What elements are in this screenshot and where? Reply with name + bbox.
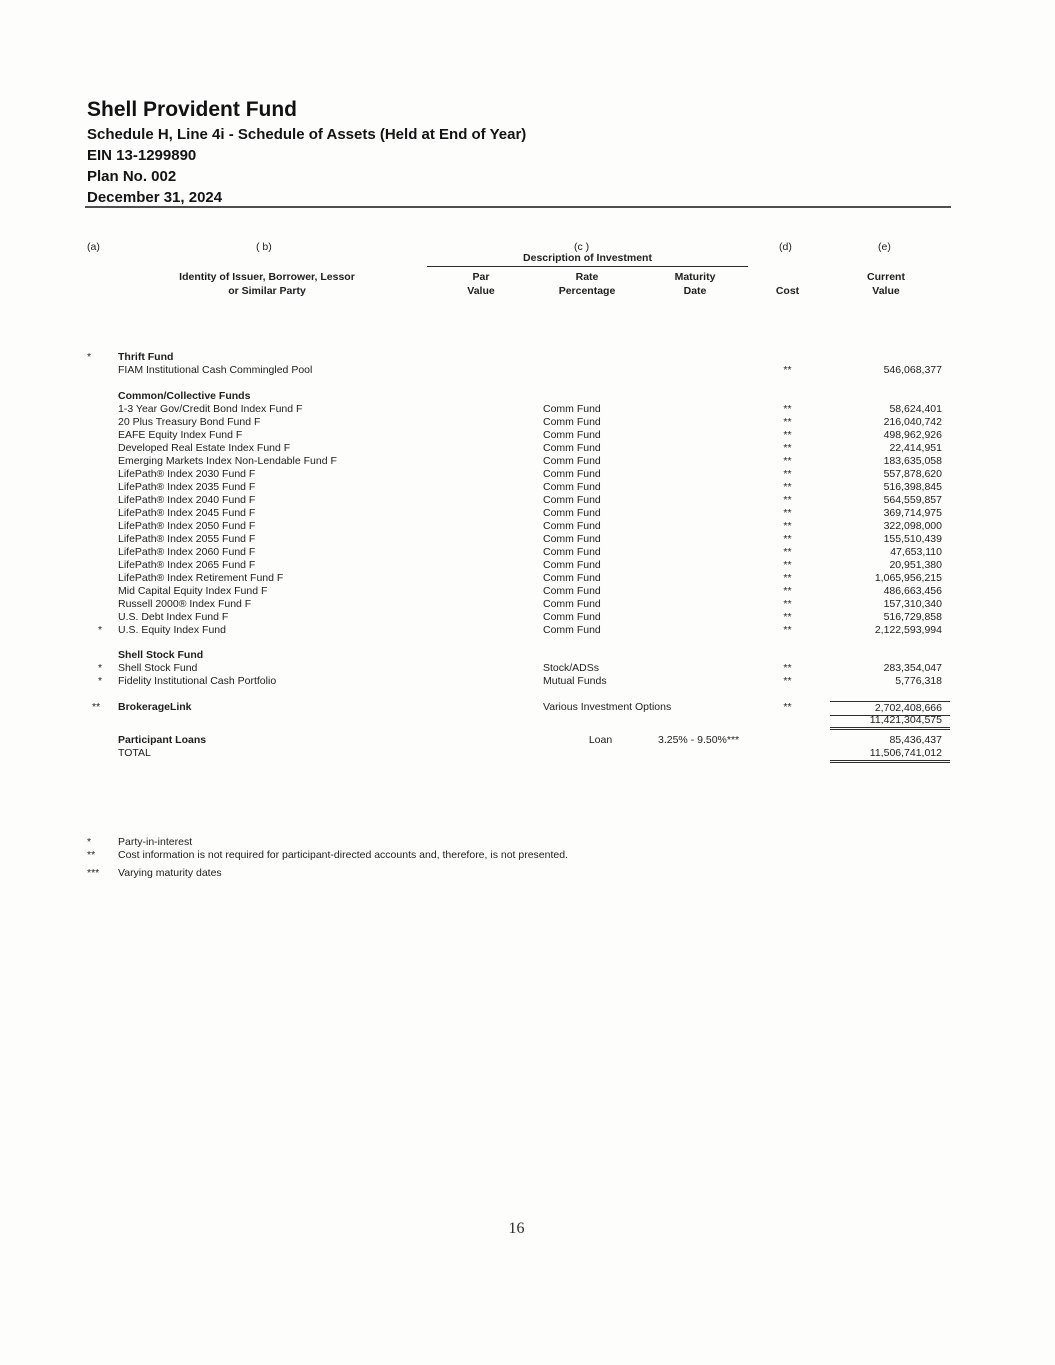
- issuer-name: Russell 2000® Index Fund F: [118, 598, 252, 610]
- section-header-row: [85, 649, 950, 662]
- col-header-rate: Rate: [575, 271, 599, 283]
- current-value: [830, 390, 950, 403]
- row-marker: [85, 747, 118, 763]
- issuer-name: Fidelity Institutional Cash Portfolio: [118, 675, 277, 687]
- row-marker: [85, 649, 118, 662]
- investment-description: Comm Fund: [543, 520, 601, 532]
- investment-description: Comm Fund: [543, 546, 601, 558]
- investment-description: Comm Fund: [543, 403, 601, 415]
- investment-description: [543, 390, 658, 403]
- maturity-date-value: [658, 714, 745, 730]
- document-header: [87, 96, 526, 208]
- cost-value: [745, 390, 830, 403]
- current-value: 157,310,340: [883, 598, 942, 610]
- current-value: 322,098,000: [883, 520, 942, 532]
- issuer-name: 20 Plus Treasury Bond Fund F: [118, 416, 261, 428]
- table-row: [85, 734, 950, 747]
- col-header-identity-line2: or Similar Party: [228, 285, 306, 297]
- footnote-marker: **: [87, 849, 96, 861]
- issuer-name: TOTAL: [118, 747, 151, 759]
- table-row: [85, 714, 950, 727]
- investment-description: Comm Fund: [543, 572, 601, 584]
- cost-value: [745, 747, 830, 763]
- row-marker: [85, 559, 118, 572]
- maturity-date-value: [658, 403, 745, 416]
- row-marker: *: [98, 675, 103, 687]
- row-marker: [85, 734, 118, 747]
- current-value: 516,729,858: [883, 611, 942, 623]
- table-row: [85, 468, 950, 481]
- maturity-date-value: [658, 649, 745, 662]
- current-value: 1,065,956,215: [874, 572, 942, 584]
- row-marker: [85, 520, 118, 533]
- footnote-text: Cost information is not required for participant-directed accounts and, therefore, is not presented.: [118, 849, 568, 861]
- issuer-name: Emerging Markets Index Non-Lendable Fund F: [118, 455, 337, 467]
- table-row: [85, 520, 950, 533]
- table-row: [85, 585, 950, 598]
- cost-value: [745, 714, 830, 730]
- date-line: December 31, 2024: [87, 189, 223, 206]
- group-header-description-of-investment: Description of Investment: [523, 252, 652, 264]
- investment-description: Comm Fund: [543, 624, 601, 636]
- issuer-name: Shell Stock Fund: [118, 662, 198, 674]
- col-letter-b: ( b): [256, 241, 272, 253]
- row-marker: [85, 442, 118, 455]
- current-value: 2,122,593,994: [874, 624, 942, 636]
- table-row: [85, 572, 950, 585]
- cost-value: **: [783, 559, 792, 571]
- col-letter-c: (c ): [574, 241, 590, 253]
- footnotes: [85, 836, 805, 880]
- cost-value: **: [783, 520, 792, 532]
- row-marker: [85, 546, 118, 559]
- issuer-name: FIAM Institutional Cash Commingled Pool: [118, 364, 313, 376]
- current-value: 557,878,620: [883, 468, 942, 480]
- page-number: 16: [508, 1220, 525, 1237]
- maturity-date-value: [658, 364, 745, 377]
- maturity-date-value: [658, 442, 745, 455]
- table-row: [85, 403, 950, 416]
- footnote-varying-maturity: [85, 867, 805, 880]
- cost-value: **: [783, 416, 792, 428]
- row-marker: [85, 468, 118, 481]
- current-value: 11,506,741,012: [830, 747, 950, 763]
- issuer-name: LifePath® Index 2065 Fund F: [118, 559, 256, 571]
- maturity-date-value: [658, 533, 745, 546]
- cost-value: **: [783, 675, 792, 687]
- cost-value: **: [783, 364, 792, 376]
- current-value: 11,421,304,575: [830, 714, 950, 730]
- investment-description: [543, 364, 658, 377]
- cost-value: [745, 649, 830, 662]
- investment-description: Comm Fund: [543, 481, 601, 493]
- maturity-date-value: [658, 416, 745, 429]
- issuer-name: EAFE Equity Index Fund F: [118, 429, 243, 441]
- table-row: [85, 442, 950, 455]
- issuer-name: LifePath® Index 2055 Fund F: [118, 533, 256, 545]
- cost-value: **: [783, 572, 792, 584]
- issuer-name: U.S. Equity Index Fund: [118, 624, 226, 636]
- table-row: [85, 701, 950, 714]
- col-header-current: Current: [867, 271, 905, 283]
- maturity-date-value: [658, 351, 745, 364]
- investment-description: [543, 351, 658, 364]
- maturity-date-value: [658, 598, 745, 611]
- page-title: Shell Provident Fund: [87, 98, 298, 121]
- maturity-date-value: [658, 624, 745, 637]
- investment-description: Various Investment Options: [543, 701, 672, 713]
- maturity-date-value: [658, 481, 745, 494]
- col-header-maturity-date: Date: [683, 285, 707, 297]
- investment-description: Comm Fund: [543, 559, 601, 571]
- current-value: 546,068,377: [883, 364, 942, 376]
- issuer-name: 1-3 Year Gov/Credit Bond Index Fund F: [118, 403, 303, 415]
- current-value: 486,663,456: [883, 585, 942, 597]
- col-header-identity-line1: Identity of Issuer, Borrower, Lessor: [179, 271, 355, 283]
- current-value: 47,653,110: [890, 546, 942, 558]
- investment-description: [543, 747, 658, 763]
- table-row: [85, 546, 950, 559]
- issuer-name: LifePath® Index 2040 Fund F: [118, 494, 256, 506]
- table-row: [85, 611, 950, 624]
- table-row: [85, 494, 950, 507]
- investment-description: Comm Fund: [543, 429, 601, 441]
- cost-value: [745, 351, 830, 364]
- row-marker: [85, 572, 118, 585]
- maturity-date-value: [658, 559, 745, 572]
- cost-value: **: [783, 598, 792, 610]
- footnote-party-in-interest: [85, 836, 805, 849]
- issuer-name: Developed Real Estate Index Fund F: [118, 442, 291, 454]
- investment-description: Comm Fund: [543, 494, 601, 506]
- current-value: 22,414,951: [889, 442, 942, 454]
- investment-description: Comm Fund: [543, 455, 601, 467]
- cost-value: **: [783, 533, 792, 545]
- row-marker: *: [98, 662, 103, 674]
- issuer-name: LifePath® Index 2035 Fund F: [118, 481, 256, 493]
- table-row: [85, 416, 950, 429]
- col-letter-d: (d): [779, 241, 792, 253]
- row-marker: *: [87, 351, 92, 363]
- maturity-date-value: [658, 520, 745, 533]
- spacer-row: [85, 637, 950, 649]
- issuer-name: LifePath® Index 2045 Fund F: [118, 507, 256, 519]
- cost-value: **: [783, 468, 792, 480]
- cost-value: [745, 734, 830, 747]
- ein-line: EIN 13-1299890: [87, 147, 197, 164]
- current-value: 183,635,058: [883, 455, 942, 467]
- table-row: [85, 598, 950, 611]
- current-value: 564,559,857: [883, 494, 942, 506]
- maturity-date-value: [658, 468, 745, 481]
- cost-value: **: [783, 481, 792, 493]
- footnote-text: Party-in-interest: [118, 836, 193, 848]
- maturity-date-value: [658, 585, 745, 598]
- investment-description: Comm Fund: [543, 416, 601, 428]
- investment-description: Comm Fund: [543, 611, 601, 623]
- cost-value: **: [783, 442, 792, 454]
- issuer-name: LifePath® Index 2030 Fund F: [118, 468, 256, 480]
- table-row: [85, 364, 950, 377]
- issuer-name: LifePath® Index 2050 Fund F: [118, 520, 256, 532]
- issuer-name: Mid Capital Equity Index Fund F: [118, 585, 268, 597]
- investment-description: [543, 649, 658, 662]
- maturity-date-value: [658, 675, 745, 688]
- cost-value: **: [783, 585, 792, 597]
- current-value: 498,962,926: [883, 429, 942, 441]
- table-row: [85, 481, 950, 494]
- row-marker: [85, 429, 118, 442]
- issuer-name: Thrift Fund: [118, 351, 174, 363]
- investment-description: Comm Fund: [543, 442, 601, 454]
- cost-value: **: [783, 624, 792, 636]
- row-marker: **: [92, 701, 101, 713]
- section-header-row: [85, 351, 950, 364]
- row-marker: *: [98, 624, 103, 636]
- issuer-name: BrokerageLink: [118, 701, 192, 713]
- table-row: [85, 675, 950, 688]
- cost-value: **: [783, 701, 792, 713]
- issuer-name: U.S. Debt Index Fund F: [118, 611, 229, 623]
- issuer-name: Shell Stock Fund: [118, 649, 204, 661]
- header-divider: [85, 206, 951, 208]
- current-value: 369,714,975: [883, 507, 942, 519]
- spacer-row: [85, 377, 950, 390]
- investment-description: Comm Fund: [543, 533, 601, 545]
- investment-description: Comm Fund: [543, 598, 601, 610]
- cost-value: **: [783, 662, 792, 674]
- issuer-name: LifePath® Index 2060 Fund F: [118, 546, 256, 558]
- current-value: 155,510,439: [883, 533, 942, 545]
- footnote-text: Varying maturity dates: [118, 867, 222, 879]
- maturity-date-value: [658, 507, 745, 520]
- investment-description: [543, 714, 658, 730]
- row-marker: [85, 403, 118, 416]
- cost-value: **: [783, 611, 792, 623]
- maturity-date-value: [658, 662, 745, 675]
- row-marker: [85, 585, 118, 598]
- maturity-date-value: 3.25% - 9.50%***: [658, 734, 740, 746]
- investment-description: Loan: [588, 734, 613, 746]
- current-value: 5,776,318: [895, 675, 942, 687]
- row-marker: [85, 494, 118, 507]
- row-marker: [85, 714, 118, 730]
- footnote-marker: *: [87, 836, 92, 848]
- cost-value: **: [783, 507, 792, 519]
- col-letter-a: (a): [87, 241, 100, 253]
- col-header-par-value: Value: [467, 285, 495, 297]
- current-value: [830, 351, 950, 364]
- investment-description: Stock/ADSs: [543, 662, 600, 674]
- row-marker: [85, 611, 118, 624]
- spacer-row: [85, 688, 950, 701]
- current-value: 85,436,437: [889, 734, 942, 746]
- row-marker: [85, 455, 118, 468]
- cost-value: **: [783, 455, 792, 467]
- col-header-cost: Cost: [775, 285, 800, 297]
- footnote-marker: ***: [87, 867, 100, 879]
- row-marker: [85, 390, 118, 403]
- row-marker: [85, 533, 118, 546]
- cost-value: **: [783, 403, 792, 415]
- current-value: 58,624,401: [889, 403, 942, 415]
- table-row: [85, 455, 950, 468]
- cost-value: **: [783, 494, 792, 506]
- table-row: [85, 624, 950, 637]
- cost-value: **: [783, 429, 792, 441]
- maturity-date-value: [658, 747, 745, 763]
- row-marker: [85, 416, 118, 429]
- maturity-date-value: [658, 546, 745, 559]
- maturity-date-value: [658, 572, 745, 585]
- investment-description: Mutual Funds: [543, 675, 607, 687]
- maturity-date-value: [658, 429, 745, 442]
- col-header-par: Par: [472, 271, 490, 283]
- schedule-subtitle: Schedule H, Line 4i - Schedule of Assets (Held at End of Year): [87, 126, 527, 143]
- investment-description: Comm Fund: [543, 585, 601, 597]
- table-row: [85, 747, 950, 760]
- row-marker: [85, 507, 118, 520]
- cost-value: **: [783, 546, 792, 558]
- current-value: 20,951,380: [889, 559, 942, 571]
- current-value: 2,702,408,666: [830, 701, 950, 716]
- issuer-name: LifePath® Index Retirement Fund F: [118, 572, 284, 584]
- group-header-underline: [427, 266, 748, 267]
- col-header-maturity: Maturity: [674, 271, 716, 283]
- issuer-name: [118, 714, 543, 730]
- table-row: [85, 533, 950, 546]
- table-row: [85, 662, 950, 675]
- issuer-name: Common/Collective Funds: [118, 390, 251, 402]
- plan-number-line: Plan No. 002: [87, 168, 177, 185]
- table-row: [85, 559, 950, 572]
- investment-description: Comm Fund: [543, 468, 601, 480]
- maturity-date-value: [658, 455, 745, 468]
- table-row: [85, 429, 950, 442]
- row-marker: [85, 481, 118, 494]
- current-value: [830, 649, 950, 662]
- table-row: [85, 507, 950, 520]
- current-value: 216,040,742: [883, 416, 942, 428]
- footnote-cost-information: [85, 849, 805, 862]
- maturity-date-value: [658, 494, 745, 507]
- current-value: 283,354,047: [883, 662, 942, 674]
- section-header-row: [85, 390, 950, 403]
- maturity-date-value: [658, 611, 745, 624]
- current-value: 516,398,845: [883, 481, 942, 493]
- maturity-date-value: [658, 390, 745, 403]
- row-marker: [85, 598, 118, 611]
- issuer-name: Participant Loans: [118, 734, 207, 746]
- table-body: [85, 351, 950, 760]
- col-header-current-value: Value: [872, 285, 900, 297]
- investment-description: Comm Fund: [543, 507, 601, 519]
- row-marker: [85, 364, 118, 377]
- col-letter-e: (e): [878, 241, 891, 253]
- col-header-rate-percentage: Percentage: [558, 285, 616, 297]
